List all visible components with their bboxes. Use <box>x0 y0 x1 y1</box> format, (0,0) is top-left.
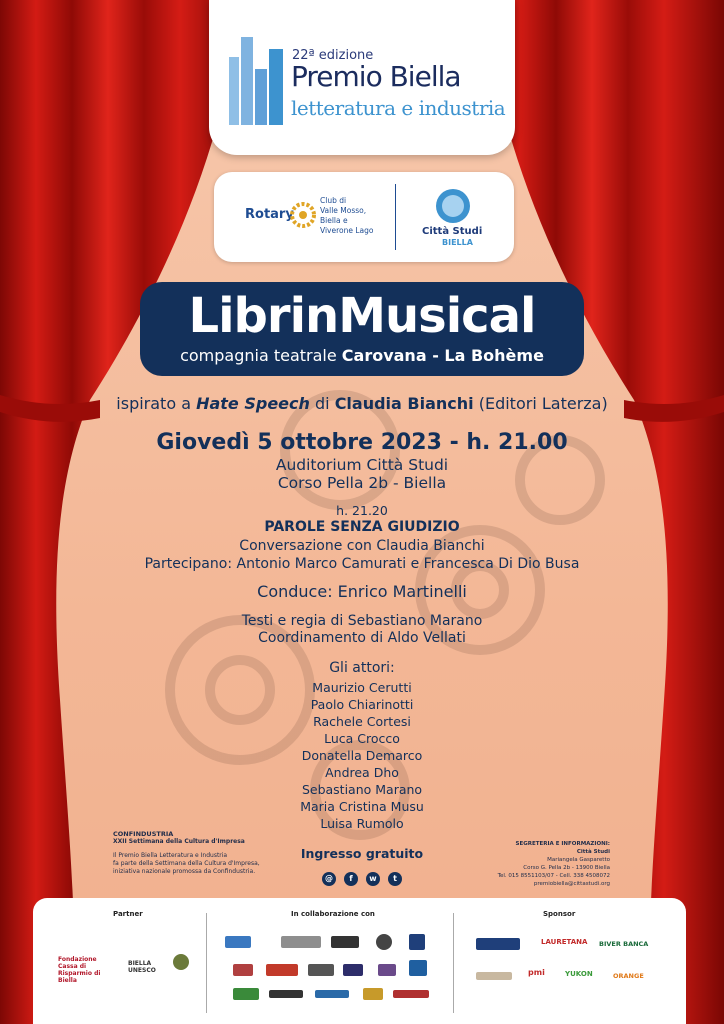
show-title: LibrinMusical <box>188 288 536 344</box>
sponsor-logo <box>476 972 512 980</box>
actor-name: Luca Crocco <box>324 731 400 746</box>
actor-name: Donatella Demarco <box>301 748 423 763</box>
rotary-wheel-icon <box>290 202 316 228</box>
inspired-work: Hate Speech <box>196 394 310 413</box>
divider <box>395 184 396 250</box>
club-line: Biella e <box>320 216 348 225</box>
title-banner <box>140 282 584 376</box>
actor-name: Luisa Rumolo <box>320 816 404 831</box>
actors-label: Gli attori: <box>329 660 395 676</box>
collab-logo <box>409 934 425 950</box>
collab-logo <box>393 990 429 998</box>
confindustria-line: iniziativa nazionale promossa da Confindustria. <box>113 868 256 875</box>
confindustria-line: fa parte della Settimana della Cultura d'Impresa, <box>113 860 260 867</box>
host: Conduce: Enrico Martinelli <box>257 582 467 601</box>
info-line: Tel. 015 8551103/07 - Cell. 338 4508072 <box>497 873 610 879</box>
club-line: Valle Mosso, <box>320 206 367 215</box>
municipality-logo-icon <box>173 954 189 970</box>
actor-name: Maria Cristina Musu <box>300 799 424 814</box>
collab-logo <box>308 964 334 976</box>
address: Corso Pella 2b - Biella <box>277 474 447 492</box>
info-block <box>485 840 610 888</box>
sponsor-logo: LAURETANA <box>541 938 588 946</box>
info-head: SEGRETERIA E INFORMAZIONI: <box>515 841 610 847</box>
divider <box>206 913 207 1013</box>
actor-name: Andrea Dho <box>325 765 399 780</box>
club-line: Club di <box>320 196 347 205</box>
info-org: Città Studi <box>576 849 610 855</box>
premio-biella-logo-card <box>209 0 515 155</box>
actor-name: Maurizio Cerutti <box>312 680 412 695</box>
inspired-prefix: ispirato a <box>116 394 197 413</box>
logo-subtitle: letteratura e industria <box>291 96 506 120</box>
inspired-line <box>0 394 724 413</box>
partner-logo: Fondazione Cassa di Risparmio di Biella <box>58 956 101 984</box>
inspired-mid: di <box>309 394 335 413</box>
sponsor-logo: YUKON <box>565 970 593 978</box>
collab-logo <box>233 988 259 1000</box>
facebook-icon[interactable]: f <box>344 872 358 886</box>
twitter-icon[interactable]: t <box>388 872 402 886</box>
talk-description: Conversazione con Claudia Bianchi <box>239 538 485 554</box>
collab-logo <box>378 964 396 976</box>
club-text <box>320 196 390 236</box>
sponsor-logo <box>476 938 520 950</box>
talk-time: h. 21.20 <box>336 503 388 518</box>
confindustria-block <box>113 830 263 876</box>
inspired-author: Claudia Bianchi <box>334 394 474 413</box>
logo-title: Premio Biella <box>291 60 461 93</box>
collab-logo <box>315 990 349 998</box>
collab-logo <box>266 964 298 976</box>
citta-studi-logo-icon <box>435 188 471 224</box>
company-name: Carovana - La Bohème <box>341 346 544 365</box>
confindustria-line: Il Premio Biella Letteratura e Industria <box>113 852 228 859</box>
texts-credit: Testi e regia di Sebastiano Marano <box>241 613 483 629</box>
citta-studi-sub: BIELLA <box>442 238 473 247</box>
actor-name: Paolo Chiarinotti <box>310 697 414 712</box>
edition-label: 22ª edizione <box>292 48 374 63</box>
sponsor-logo: ORANGE <box>613 972 644 980</box>
partner-heading: Partner <box>113 910 143 918</box>
confindustria-week: XXII Settimana della Cultura d'Impresa <box>113 838 245 845</box>
partner-logo: BIELLA UNESCO <box>128 960 156 974</box>
citta-studi-label: Città Studi <box>422 226 483 237</box>
inspired-suffix: (Editori Laterza) <box>473 394 608 413</box>
collab-logo <box>281 936 321 948</box>
info-line: Corso G. Pella 2b - 13900 Biella <box>523 865 610 871</box>
collab-logo <box>409 960 427 976</box>
collab-logo <box>363 988 383 1000</box>
event-date: Giovedì 5 ottobre 2023 - h. 21.00 <box>156 430 568 455</box>
info-line: premiobiella@cittastudi.org <box>533 881 610 887</box>
rotary-label: Rotary <box>245 207 294 222</box>
collab-logo <box>233 964 253 976</box>
collab-heading: In collaborazione con <box>291 910 375 918</box>
free-entry: Ingresso gratuito <box>300 846 424 861</box>
actor-name: Sebastiano Marano <box>301 782 423 797</box>
company-line <box>140 346 584 365</box>
organizer-card <box>214 172 514 262</box>
info-line: Mariangela Gasparetto <box>547 857 610 863</box>
talk-title: PAROLE SENZA GIUDIZIO <box>264 519 460 535</box>
sponsor-logo: pmi <box>528 968 545 977</box>
collab-logo <box>225 936 251 948</box>
coordination-credit: Coordinamento di Aldo Vellati <box>258 630 466 646</box>
venue: Auditorium Città Studi <box>275 456 449 474</box>
actor-name: Rachele Cortesi <box>313 714 411 729</box>
partners-box <box>33 898 686 1024</box>
sponsor-heading: Sponsor <box>543 910 576 918</box>
collab-logo <box>269 990 303 998</box>
company-prefix: compagnia teatrale <box>180 346 342 365</box>
collab-logo <box>343 964 363 976</box>
bar-logo-icon <box>229 35 289 125</box>
club-line: Viverone Lago <box>320 226 374 235</box>
sponsor-logo: BIVER BANCA <box>599 940 649 948</box>
web-icon[interactable]: @ <box>322 872 336 886</box>
collab-logo <box>331 936 359 948</box>
confindustria-org: CONFINDUSTRIA <box>113 830 174 838</box>
divider <box>453 913 454 1013</box>
whatsapp-icon[interactable]: w <box>366 872 380 886</box>
participants: Partecipano: Antonio Marco Camurati e Francesca Di Dio Busa <box>144 556 580 572</box>
collab-logo <box>376 934 392 950</box>
